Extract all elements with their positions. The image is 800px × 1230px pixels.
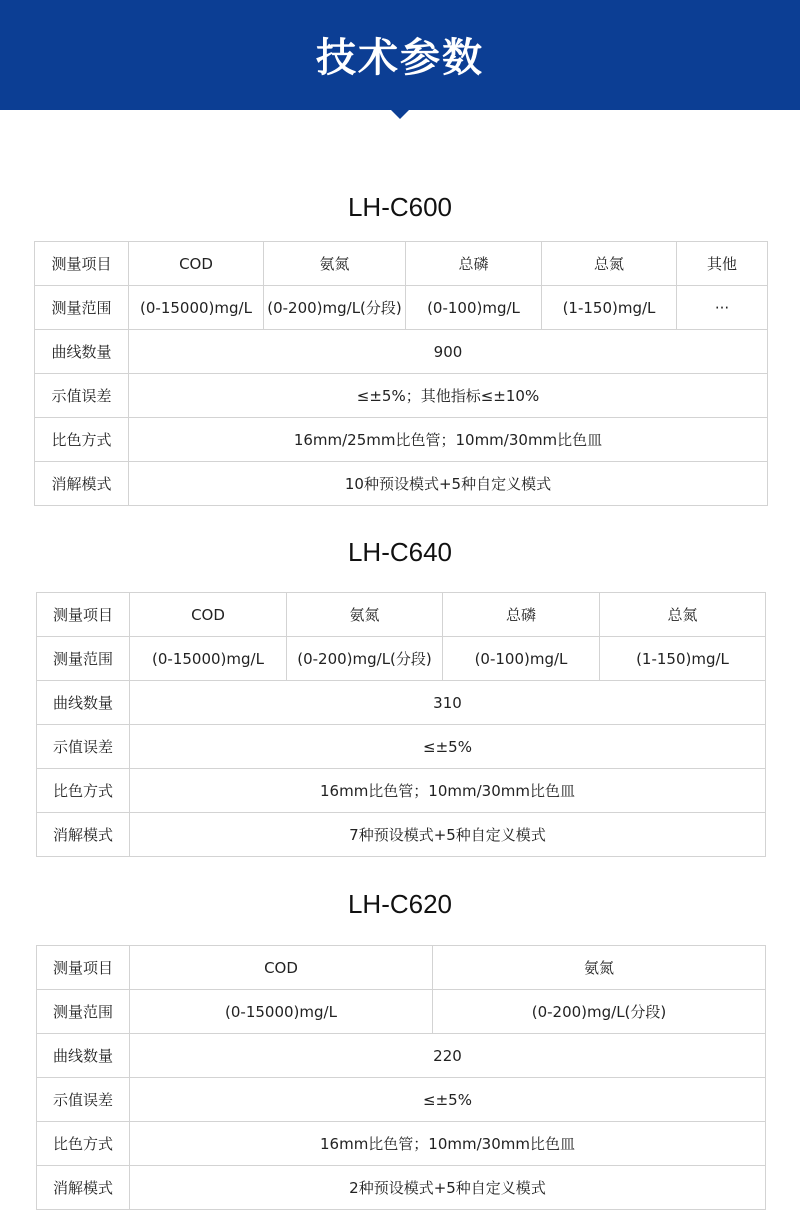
value-cell: 16mm比色管；10mm/30mm比色皿	[130, 769, 766, 813]
range-cell: (0-100)mg/L	[443, 637, 600, 681]
item-cell: COD	[130, 593, 287, 637]
item-cell: COD	[129, 242, 264, 286]
range-cell: (0-200)mg/L(分段)	[264, 286, 406, 330]
item-cell: 氨氮	[264, 242, 406, 286]
row-label: 测量项目	[37, 946, 130, 990]
table-row	[37, 1078, 766, 1122]
item-cell: 氨氮	[433, 946, 766, 990]
value-cell: ≤±5%	[130, 725, 766, 769]
row-label: 曲线数量	[35, 330, 129, 374]
table-row	[35, 286, 768, 330]
table-row	[37, 593, 766, 637]
model-title-c600: LH-C600	[347, 192, 453, 222]
table-row	[35, 330, 768, 374]
value-cell: 900	[129, 330, 768, 374]
spec-table-c600	[34, 241, 768, 506]
range-cell: (0-15000)mg/L	[130, 990, 433, 1034]
row-label: 测量范围	[37, 637, 130, 681]
table-row	[35, 462, 768, 506]
range-cell: (0-15000)mg/L	[130, 637, 287, 681]
table-row	[37, 681, 766, 725]
item-cell: 氨氮	[287, 593, 443, 637]
table-row	[37, 769, 766, 813]
row-label: 测量范围	[35, 286, 129, 330]
value-cell: 220	[130, 1034, 766, 1078]
value-cell: 16mm/25mm比色管；10mm/30mm比色皿	[129, 418, 768, 462]
item-cell: 总磷	[406, 242, 542, 286]
value-cell: ≤±5%；其他指标≤±10%	[129, 374, 768, 418]
spec-table-c620	[36, 945, 766, 1210]
row-label: 消解模式	[37, 1166, 130, 1210]
row-label: 示值误差	[37, 1078, 130, 1122]
spec-table-c640	[36, 592, 766, 857]
row-label: 示值误差	[35, 374, 129, 418]
range-cell: (1-150)mg/L	[600, 637, 766, 681]
row-label: 示值误差	[37, 725, 130, 769]
table-row	[37, 990, 766, 1034]
item-cell: 总氮	[600, 593, 766, 637]
row-label: 比色方式	[37, 769, 130, 813]
range-cell: (0-100)mg/L	[406, 286, 542, 330]
item-cell: 总磷	[443, 593, 600, 637]
model-title-c640: LH-C640	[347, 537, 453, 567]
table-row	[35, 418, 768, 462]
range-cell: (0-200)mg/L(分段)	[433, 990, 766, 1034]
row-label: 测量项目	[35, 242, 129, 286]
table-row	[37, 1034, 766, 1078]
table-row	[37, 637, 766, 681]
table-row	[37, 725, 766, 769]
table-row	[35, 374, 768, 418]
range-cell: (0-200)mg/L(分段)	[287, 637, 443, 681]
row-label: 比色方式	[35, 418, 129, 462]
item-cell: COD	[130, 946, 433, 990]
table-row	[37, 813, 766, 857]
range-cell: (1-150)mg/L	[542, 286, 677, 330]
range-cell: (0-15000)mg/L	[129, 286, 264, 330]
item-cell: 总氮	[542, 242, 677, 286]
value-cell: 16mm比色管；10mm/30mm比色皿	[130, 1122, 766, 1166]
value-cell: 2种预设模式+5种自定义模式	[130, 1166, 766, 1210]
row-label: 测量项目	[37, 593, 130, 637]
item-cell: 其他	[677, 242, 768, 286]
table-row	[37, 1122, 766, 1166]
page-title: 技术参数	[316, 35, 484, 81]
row-label: 曲线数量	[37, 1034, 130, 1078]
range-cell: ···	[677, 286, 768, 330]
row-label: 测量范围	[37, 990, 130, 1034]
header-notch	[389, 108, 411, 119]
value-cell: 10种预设模式+5种自定义模式	[129, 462, 768, 506]
row-label: 消解模式	[35, 462, 129, 506]
value-cell: ≤±5%	[130, 1078, 766, 1122]
table-row	[35, 242, 768, 286]
model-title-c620: LH-C620	[347, 889, 453, 919]
row-label: 曲线数量	[37, 681, 130, 725]
row-label: 消解模式	[37, 813, 130, 857]
value-cell: 7种预设模式+5种自定义模式	[130, 813, 766, 857]
value-cell: 310	[130, 681, 766, 725]
row-label: 比色方式	[37, 1122, 130, 1166]
table-row	[37, 1166, 766, 1210]
table-row	[37, 946, 766, 990]
